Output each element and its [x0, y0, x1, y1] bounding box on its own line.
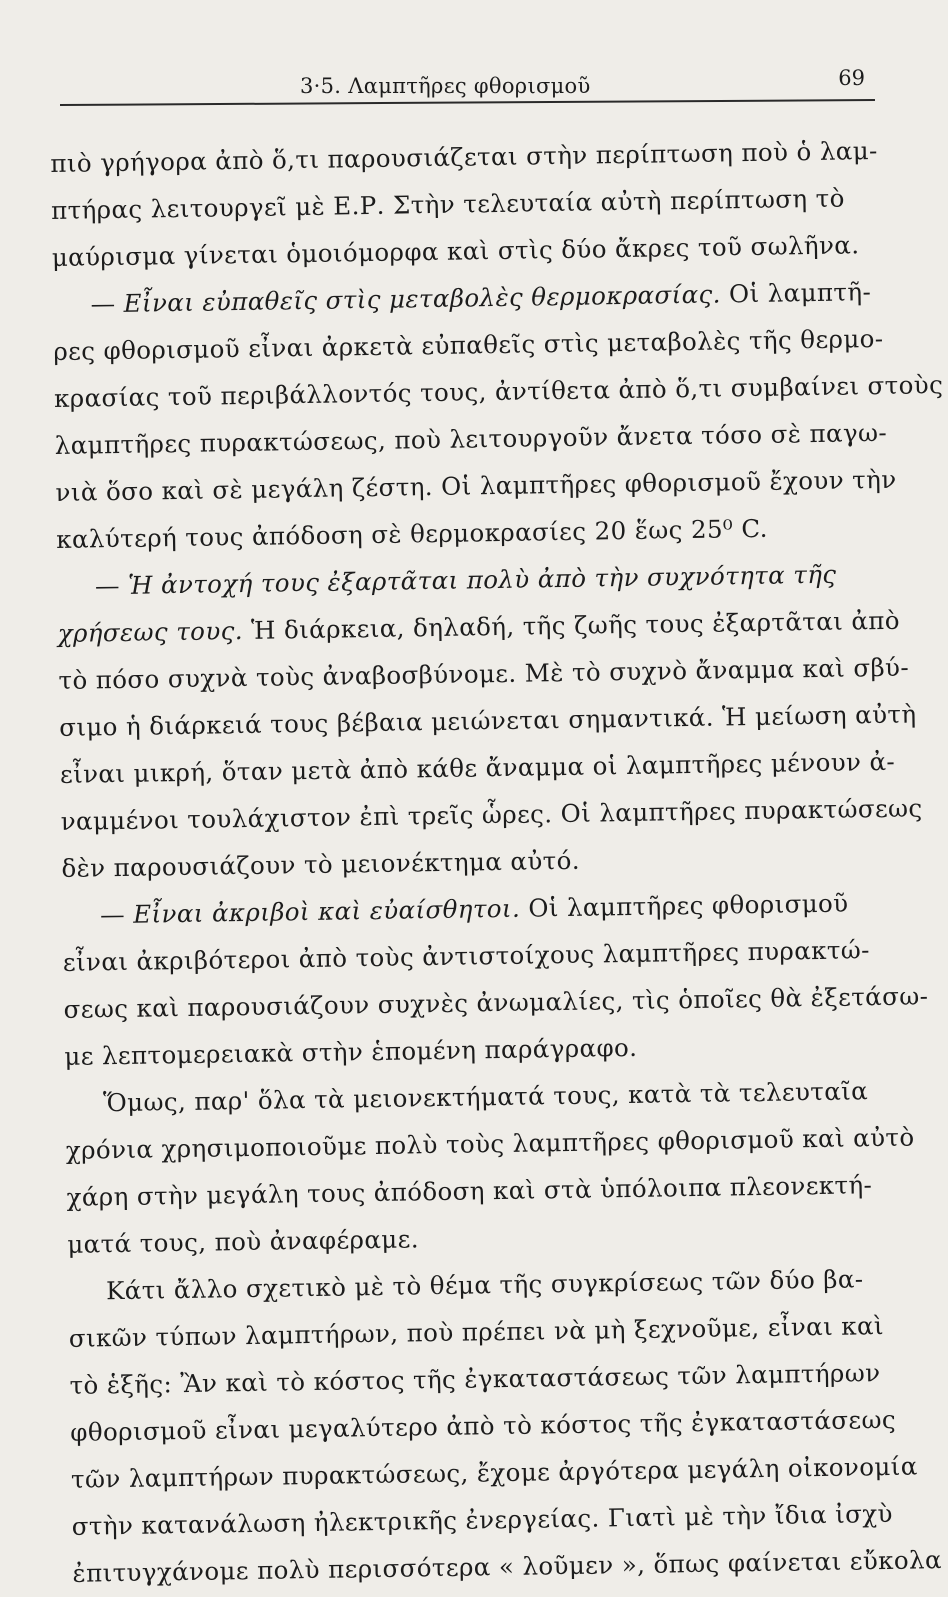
text-run: ματά τους, ποὺ ἀναφέραμε. [67, 1224, 420, 1259]
text-run: σεως καὶ παρουσιάζουν συχνὲς ἀνωμαλίες, τὶς ὁποῖες θὰ ἐξετάσω- [63, 981, 929, 1024]
text-run: χρόνια χρησιμοποιοῦμε πολὺ τοὺς λαμπτῆρες φθορισμοῦ καὶ αὐτὸ [65, 1122, 915, 1165]
text-run: σιμο ἡ διάρκειά τους βέβαια μειώνεται σημαντικά. Ἡ μείωση αὐτὴ [59, 699, 917, 742]
text-run: νιὰ ὅσο καὶ σὲ μεγάλη ζέστη. Οἱ λαμπτῆρες φθορισμοῦ ἔχουν τὴν [55, 464, 897, 507]
header-rule [60, 99, 875, 106]
text-run: φθορισμοῦ εἶναι μεγαλύτερο ἀπὸ τὸ κόστος τῆς ἐγκαταστάσεως [70, 1404, 897, 1447]
text-run: τῶν λαμπτήρων πυρακτώσεως, ἔχομε ἀργότερα μεγάλη οἰκονομία [70, 1451, 918, 1494]
text-run: μαύρισμα γίνεται ὁμοιόμορφα καὶ στὶς δύο ἄκρες τοῦ σωλῆνα. [51, 230, 860, 272]
text-run: ναμμένοι τουλάχιστον ἐπὶ τρεῖς ὧρες. Οἱ λαμπτῆρες πυρακτώσεως [60, 793, 923, 836]
text-run: σικῶν τύπων λαμπτήρων, ποὺ πρέπει νὰ μὴ ξεχνοῦμε, εἶναι καὶ [68, 1311, 885, 1353]
text-run: λαμπτῆρες πυρακτώσεως, ποὺ λειτουργοῦν ἄνετα τόσο σὲ παγω- [54, 417, 888, 460]
text-run: Ὅμως, παρ' ὅλα τὰ μειονεκτήματά τους, κατὰ τὰ τελευταῖα [102, 1076, 869, 1118]
text-run: δὲν παρουσιάζουν τὸ μειονέκτημα αὐτό. [61, 845, 581, 883]
text-run: στὴν κατανάλωση ἠλεκτρικῆς ἐνεργείας. Γιατὶ μὲ τὴν ἴδια ἰσχὺ [71, 1498, 894, 1541]
text-run: ἐπιτυγχάνομε πολὺ περισσότερα « λοῦμεν », ὅπως φαίνεται εὔκολα [72, 1545, 943, 1588]
text-run: Κάτι ἄλλο σχετικὸ μὲ τὸ θέμα τῆς συγκρίσεως τῶν δύο βα- [105, 1264, 864, 1306]
text-run: Οἱ λαμπτῆ- [720, 277, 872, 309]
text-run: τὸ πόσο συχνὰ τοὺς ἀναβοσβύνομε. Μὲ τὸ συχνὸ ἄναμμα καὶ σβύ- [58, 652, 910, 695]
text-run: — [99, 899, 134, 930]
body-text [50, 127, 944, 1597]
page-number: 69 [838, 66, 865, 90]
text-run: χάρη στὴν μεγάλη τους ἀπόδοση καὶ στὰ ὑπόλοιπα πλεονεκτή- [66, 1170, 873, 1212]
text-run: πιὸ γρήγορα ἀπὸ ὅ,τι παρουσιάζεται στὴν περίπτωση ποὺ ὁ λαμ- [50, 136, 878, 178]
text-run: πτήρας λειτουργεῖ μὲ Ε.Ρ. Στὴν τελευταία αὐτὴ περίπτωση τὸ [50, 183, 846, 225]
text-run: τὸ ἑξῆς: Ἂν καὶ τὸ κόστος τῆς ἐγκαταστάσεως τῶν λαμπτήρων [69, 1358, 881, 1400]
emphasis-text: Εἶναι ἀκριβοὶ καὶ εὐαίσθητοι. [133, 893, 521, 929]
text-run: με λεπτομερειακὰ στὴν ἑπομένη παράγραφο. [64, 1032, 638, 1071]
emphasis-text: Ἡ ἀντοχή τους ἐξαρτᾶται πολὺ ἀπὸ τὴν συχνότητα τῆς [127, 559, 837, 600]
text-run: Οἱ λαμπτῆρες φθορισμοῦ [519, 888, 849, 923]
text-run: κρασίας τοῦ περιβάλλοντός τους, ἀντίθετα ἀπὸ ὅ,τι συμβαίνει στοὺς [53, 370, 944, 413]
text-run: — [90, 288, 124, 319]
running-head [60, 62, 875, 102]
text-run: καλύτερή τους ἀπόδοση σὲ θερμοκρασίες 20 ἕως 25⁰ C. [56, 513, 769, 554]
text-run: εἶναι ἀκριβότεροι ἀπὸ τοὺς ἀντιστοίχους λαμπτῆρες πυρακτώ- [62, 935, 871, 977]
text-run: εἶναι μικρή, ὅταν μετὰ ἀπὸ κάθε ἄναμμα οἱ λαμπτῆρες μένουν ἀ- [59, 746, 896, 789]
text-run: — [94, 570, 129, 601]
section-title: 3·5. Λαμπτῆρες φθορισμοῦ [300, 74, 591, 98]
emphasis-text: Εἶναι εὐπαθεῖς στὶς μεταβολὲς θερμοκρασίας. [123, 279, 722, 318]
text-run: Ἡ διάρκεια, δηλαδή, τῆς ζωῆς τους ἐξαρτᾶται ἀπὸ [242, 605, 901, 646]
text-run: ρες φθορισμοῦ εἶναι ἀρκετὰ εὐπαθεῖς στὶς μεταβολὲς τῆς θερμο- [53, 323, 884, 366]
emphasis-text: χρήσεως τους. [57, 616, 244, 648]
